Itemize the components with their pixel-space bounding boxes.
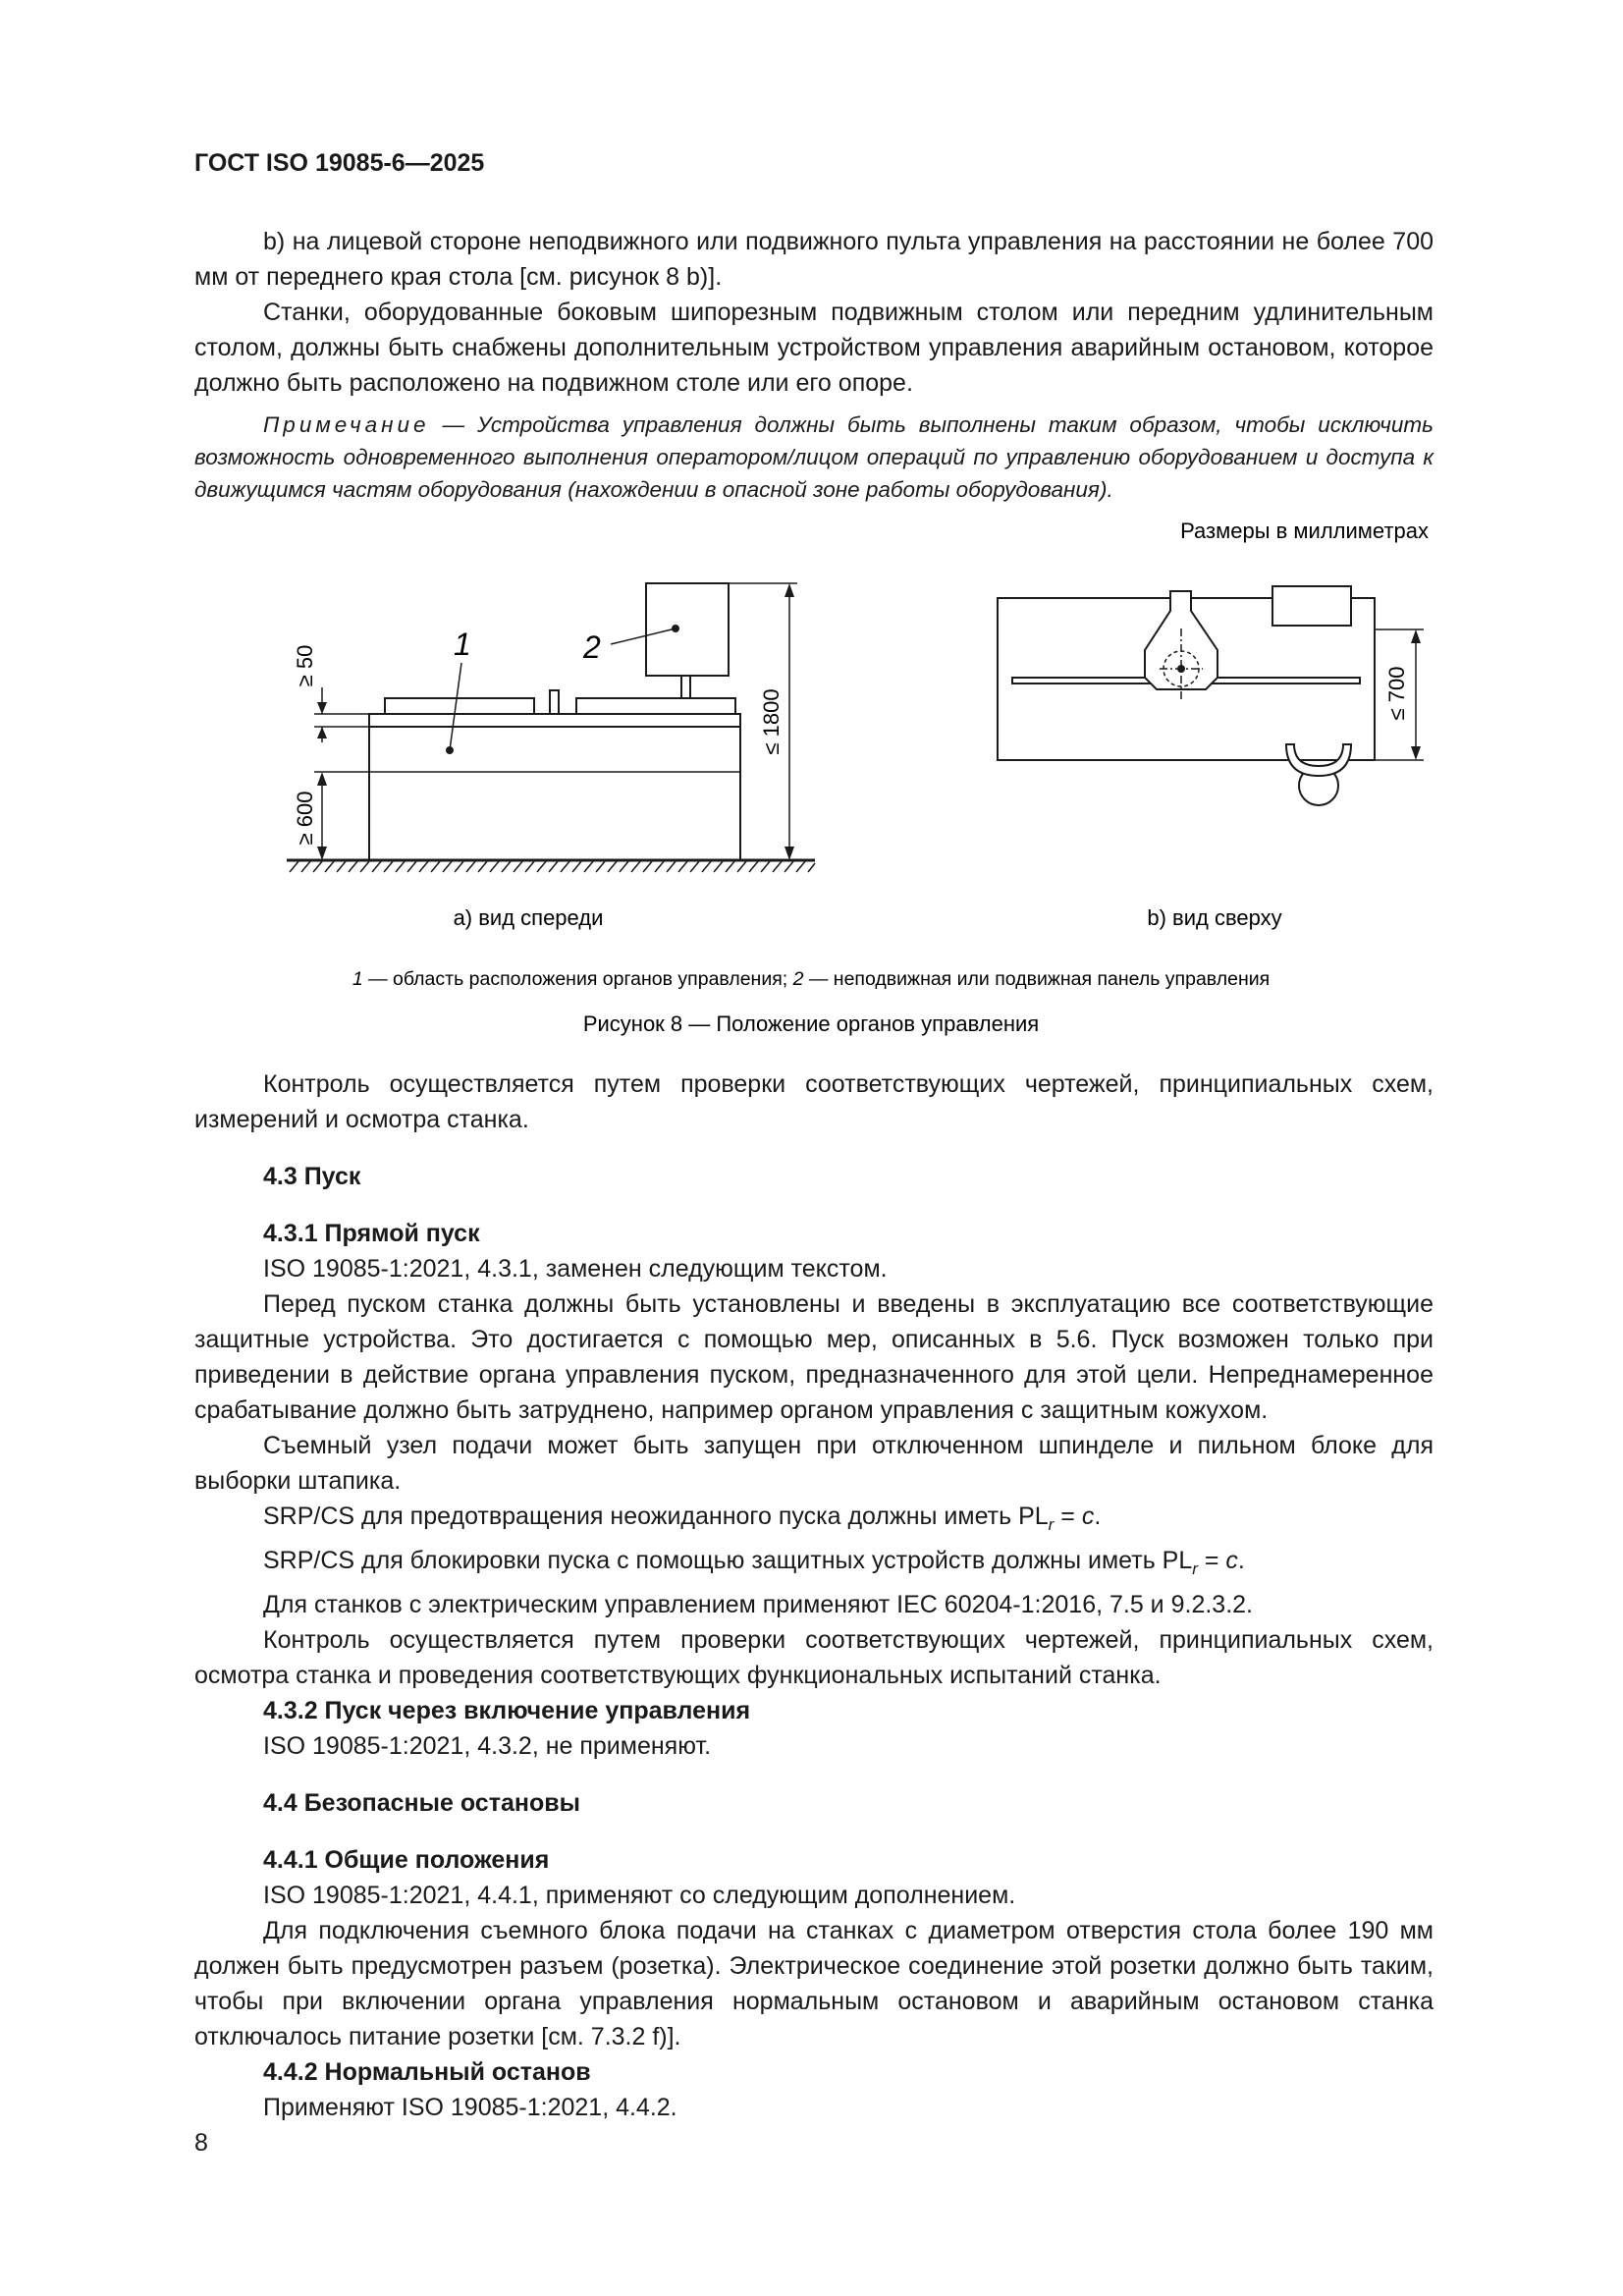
caption-a: а) вид спереди [453, 905, 604, 930]
paragraph-4-3-1-f: Для станков с электрическим управлением применяют IEC 60204-1:2016, 7.5 и 9.2.3.2. [263, 1591, 1253, 1618]
legend-text-2: — неподвижная или подвижная панель управления [803, 968, 1271, 990]
paragraph-4-3-1-e [194, 1543, 1434, 1587]
operator-icon [1286, 744, 1351, 805]
note-text: — Устройства управления должны быть выполнены таким образом, чтобы исключить возможность одновременного выполнения оператором/лицом операций по управлению оборудованием и доступа к движущимся частям оборудования (нахождении в опасной зоне работы оборудования). [194, 412, 1434, 502]
paragraph-4-3-1-a: ISO 19085-1:2021, 4.3.1, заменен следующим текстом. [263, 1255, 888, 1283]
section-heading-4-4: 4.4 Безопасные остановы [263, 1789, 580, 1817]
paragraph-4-3-1-d [194, 1499, 1434, 1543]
panel-post [681, 676, 690, 698]
section-heading-4-3: 4.3 Пуск [263, 1163, 361, 1190]
legend-num-1: 1 [352, 968, 363, 990]
pl-value-1: c [1081, 1503, 1095, 1530]
figure-8 [0, 0, 1623, 1061]
front-view [287, 583, 815, 872]
section-heading-4-3-2: 4.3.2 Пуск через включение управления [263, 1697, 751, 1724]
document-header: ГОСТ ISO 19085-6—2025 [194, 149, 485, 177]
paragraph-4-3-2: ISO 19085-1:2021, 4.3.2, не применяют. [263, 1732, 712, 1760]
table-left-plate [385, 698, 534, 714]
label-1: 1 [454, 627, 471, 662]
dim-1800: ≤ 1800 [759, 688, 784, 755]
table-right-plate [576, 698, 735, 714]
paragraph-control-1: Контроль осуществляется путем проверки соответствующих чертежей, принципиальных схем, измерений и осмотра станка. [194, 1070, 1434, 1133]
paragraph-4-4-1-b: Для подключения съемного блока подачи на станках с диаметром отверстия стола более 190 мм должен быть предусмотрен разъем (розетка). Электрическое соединение этой розетки должно быть таким, чтобы при включении органа управления нормальным остановом и аварийным остановом станка отключалось питание розетки [см. 7.3.2 f)]. [194, 1917, 1434, 2050]
body-block [194, 1066, 1434, 2125]
paragraph-4-3-1-b: Перед пуском станка должны быть установлены и введены в эксплуатацию все соответствующие защитные устройства. Это достигается с помощью мер, описанных в 5.6. Пуск возможен только при приведении в действие органа управления пуском, предназначенного для этой цели. Непреднамеренное срабатывание должно быть затруднено, например органом управления с защитным кожухом. [194, 1290, 1434, 1424]
pl-subscript-2: r [1192, 1559, 1198, 1578]
pl-subscript-1: r [1048, 1515, 1055, 1534]
paragraph-4-3-1-c: Съемный узел подачи может быть запущен при отключенном шпинделе и пильном блоке для выборки штапика. [194, 1432, 1434, 1495]
section-heading-4-4-1: 4.4.1 Общие положения [263, 1846, 550, 1874]
pl-end-1: . [1094, 1503, 1102, 1530]
machine-table [369, 714, 740, 727]
paragraph-4-3-1-g: Контроль осуществляется путем проверки соответствующих чертежей, принципиальных схем, осмотра станка и проведения соответствующих функциональных испытаний станка. [194, 1626, 1434, 1689]
pl-eq-1: = [1054, 1503, 1082, 1530]
pl-value-2: c [1225, 1547, 1238, 1574]
pl-end-2: . [1237, 1547, 1245, 1574]
legend-num-2: 2 [792, 968, 804, 990]
paragraph-item-b: b) на лицевой стороне неподвижного или подвижного пульта управления на расстоянии не более 700 мм от переднего края стола [см. рисунок 8 b)]. [194, 228, 1434, 291]
paragraph-4-4-2: Применяют ISO 19085-1:2021, 4.4.2. [263, 2094, 677, 2121]
figure-legend [352, 968, 1270, 990]
panel-top [1272, 586, 1351, 626]
section-heading-4-4-2: 4.4.2 Нормальный останов [263, 2058, 591, 2086]
units-note: Размеры в миллиметрах [1180, 519, 1429, 543]
legend-text-1: — область расположения органов управления; [362, 968, 793, 990]
pl-eq-2: = [1197, 1547, 1226, 1574]
control-panel [646, 583, 729, 676]
paragraph-tables: Станки, оборудованные боковым шипорезным подвижным столом или передним удлинительным столом, должны быть снабжены дополнительным устройством управления аварийным остановом, которое должно быть расположено на подвижном столе или его опоре. [194, 299, 1434, 397]
srp-text-1: SRP/CS для предотвращения неожиданного пуска должны иметь PL [263, 1503, 1049, 1530]
page-number: 8 [194, 2129, 208, 2157]
top-view [998, 586, 1424, 805]
dim-700: ≤ 700 [1384, 666, 1409, 721]
caption-b: b) вид сверху [1147, 905, 1282, 930]
dim-600: ≥ 600 [293, 791, 317, 846]
paragraph-4-4-1-a: ISO 19085-1:2021, 4.4.1, применяют со следующим дополнением. [263, 1882, 1016, 1909]
note-label: Примечание [263, 412, 430, 437]
label-2: 2 [583, 629, 601, 665]
dim-50: ≥ 50 [293, 644, 317, 687]
machine-body [369, 727, 740, 860]
ground-hatching [290, 860, 815, 872]
figure-title: Рисунок 8 — Положение органов управления [582, 1011, 1040, 1036]
section-heading-4-3-1: 4.3.1 Прямой пуск [263, 1220, 480, 1247]
srp-text-2: SRP/CS для блокировки пуска с помощью защитных устройств должны иметь PL [263, 1547, 1193, 1574]
saw-blade [550, 690, 559, 714]
